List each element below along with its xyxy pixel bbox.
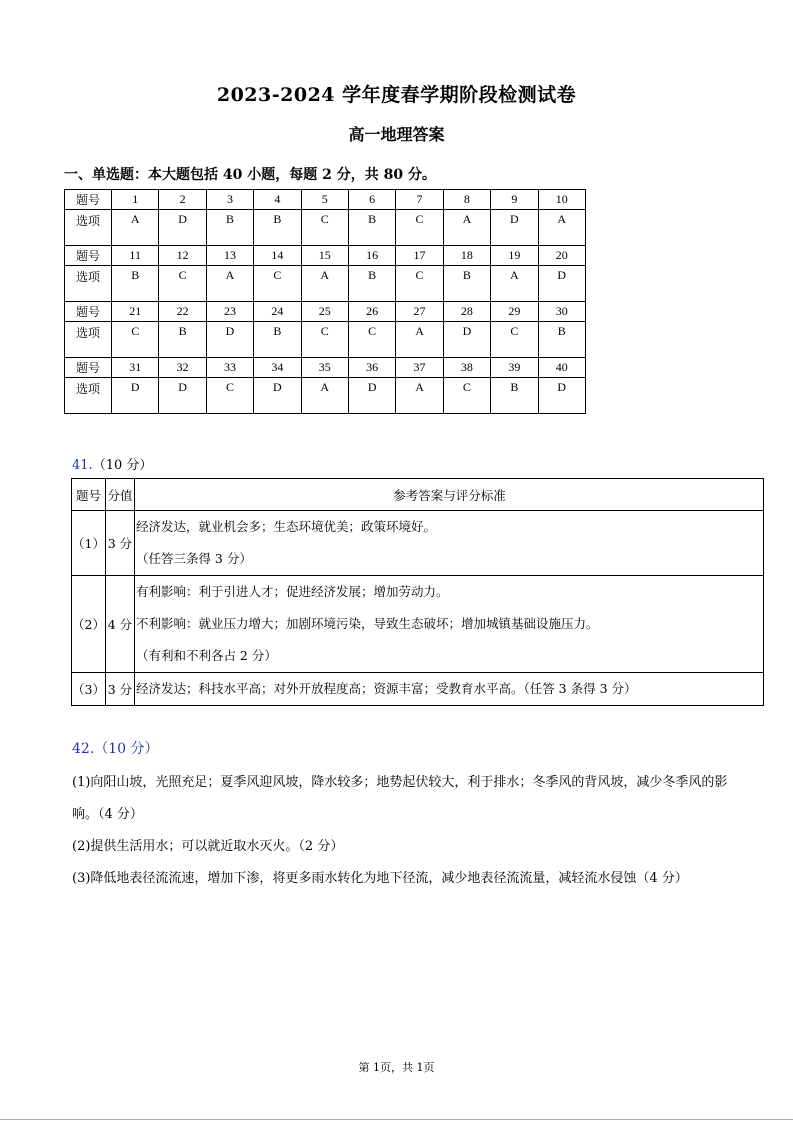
answer-row bbox=[65, 322, 586, 358]
question-number-cell: 36 bbox=[348, 358, 395, 378]
question-number-cell: 17 bbox=[396, 246, 443, 266]
row-label-question-no: 题号 bbox=[65, 190, 112, 210]
sub-question-score: 3 分 bbox=[105, 673, 134, 706]
question-41-heading bbox=[72, 454, 152, 473]
question-number-cell: 14 bbox=[254, 246, 301, 266]
answer-line: （有利和不利各占 2 分） bbox=[135, 648, 277, 663]
sub-question-no: （2） bbox=[72, 576, 106, 673]
question-41-points: （10 分） bbox=[92, 458, 153, 473]
question-number-cell: 8 bbox=[443, 190, 490, 210]
answer-cell: A bbox=[443, 210, 490, 246]
answer-cell: C bbox=[443, 378, 490, 414]
question-number-cell: 7 bbox=[396, 190, 443, 210]
answer-cell: B bbox=[254, 322, 301, 358]
question-number-cell: 22 bbox=[159, 302, 206, 322]
answer-paragraph: (3)降低地表径流流速，增加下渗，将更多雨水转化为地下径流，减少地表径流流量，减轻流水侵蚀（4 分） bbox=[72, 871, 688, 886]
scoring-row bbox=[72, 511, 764, 576]
sub-question-answer bbox=[134, 511, 763, 576]
answer-cell: A bbox=[301, 378, 348, 414]
answer-cell: D bbox=[538, 378, 585, 414]
page-footer: 第 1页，共 1页 bbox=[358, 1061, 435, 1074]
answer-row bbox=[65, 210, 586, 246]
page-subtitle: 高一地理答案 bbox=[348, 125, 445, 144]
row-label-answer: 选项 bbox=[65, 266, 112, 302]
answer-row bbox=[65, 378, 586, 414]
question-number-cell: 11 bbox=[112, 246, 159, 266]
question-number-cell: 15 bbox=[301, 246, 348, 266]
answer-cell: C bbox=[159, 266, 206, 302]
answer-cell: C bbox=[491, 322, 538, 358]
row-label-answer: 选项 bbox=[65, 210, 112, 246]
sub-question-score: 4 分 bbox=[105, 576, 134, 673]
question-number-cell: 1 bbox=[112, 190, 159, 210]
answer-cell: B bbox=[491, 378, 538, 414]
sub-question-no: （1） bbox=[72, 511, 106, 576]
page-title: 2023-2024 学年度春学期阶段检测试卷 bbox=[216, 84, 577, 106]
row-label-question-no: 题号 bbox=[65, 358, 112, 378]
scoring-table-header bbox=[72, 479, 764, 511]
sub-question-score: 3 分 bbox=[105, 511, 134, 576]
sub-question-answer bbox=[134, 673, 763, 706]
question-number-cell: 30 bbox=[538, 302, 585, 322]
answer-cell: A bbox=[538, 210, 585, 246]
question-number-cell: 39 bbox=[491, 358, 538, 378]
answer-line: 有利影响：利于引进人才；促进经济发展；增加劳动力。 bbox=[135, 584, 449, 599]
row-label-answer: 选项 bbox=[65, 322, 112, 358]
question-number-cell: 12 bbox=[159, 246, 206, 266]
question-number-cell: 29 bbox=[491, 302, 538, 322]
answer-cell: C bbox=[396, 210, 443, 246]
answer-cell: C bbox=[348, 322, 395, 358]
question-number-cell: 9 bbox=[491, 190, 538, 210]
answer-cell: B bbox=[538, 322, 585, 358]
question-number-cell: 24 bbox=[254, 302, 301, 322]
question-number-cell: 4 bbox=[254, 190, 301, 210]
question-42-heading: 42.（10 分） bbox=[72, 741, 159, 757]
question-number-row bbox=[65, 246, 586, 266]
answer-paragraph: (2)提供生活用水；可以就近取水灭火。（2 分） bbox=[72, 839, 344, 854]
header-score: 分值 bbox=[105, 479, 134, 511]
question-number-cell: 34 bbox=[254, 358, 301, 378]
question-number-row bbox=[65, 190, 586, 210]
answer-cell: D bbox=[206, 322, 253, 358]
header-content: 参考答案与评分标准 bbox=[134, 479, 763, 511]
question-number-cell: 31 bbox=[112, 358, 159, 378]
answer-cell: B bbox=[159, 322, 206, 358]
answer-cell: B bbox=[112, 266, 159, 302]
question-number-cell: 6 bbox=[348, 190, 395, 210]
answer-cell: C bbox=[206, 378, 253, 414]
answer-cell: B bbox=[443, 266, 490, 302]
answer-key-table bbox=[64, 189, 586, 414]
question-number-cell: 2 bbox=[159, 190, 206, 210]
answer-cell: D bbox=[443, 322, 490, 358]
row-label-question-no: 题号 bbox=[65, 302, 112, 322]
question-41-number: 41. bbox=[72, 458, 93, 473]
answer-cell: D bbox=[348, 378, 395, 414]
sub-question-no: （3） bbox=[72, 673, 106, 706]
answer-cell: D bbox=[159, 378, 206, 414]
answer-cell: B bbox=[348, 266, 395, 302]
sub-question-answer bbox=[134, 576, 763, 673]
question-number-cell: 25 bbox=[301, 302, 348, 322]
answer-cell: A bbox=[396, 322, 443, 358]
question-number-cell: 19 bbox=[491, 246, 538, 266]
question-number-row bbox=[65, 358, 586, 378]
answer-paragraph: (1)向阳山坡，光照充足；夏季风迎风坡，降水较多；地势起伏较大，利于排水；冬季风的背风坡，减少冬季风的影响。（4 分） bbox=[72, 775, 728, 822]
question-number-cell: 18 bbox=[443, 246, 490, 266]
question-number-cell: 28 bbox=[443, 302, 490, 322]
scoring-row bbox=[72, 576, 764, 673]
question-number-cell: 20 bbox=[538, 246, 585, 266]
question-number-cell: 38 bbox=[443, 358, 490, 378]
answer-cell: B bbox=[348, 210, 395, 246]
answer-cell: A bbox=[491, 266, 538, 302]
scoring-row bbox=[72, 673, 764, 706]
question-number-cell: 13 bbox=[206, 246, 253, 266]
answer-cell: D bbox=[254, 378, 301, 414]
answer-cell: C bbox=[396, 266, 443, 302]
question-number-cell: 32 bbox=[159, 358, 206, 378]
answer-cell: C bbox=[112, 322, 159, 358]
answer-row bbox=[65, 266, 586, 302]
answer-line: 不利影响：就业压力增大；加剧环境污染，导致生态破坏；增加城镇基础设施压力。 bbox=[135, 616, 599, 631]
answer-cell: D bbox=[112, 378, 159, 414]
question-number-cell: 40 bbox=[538, 358, 585, 378]
question-number-cell: 16 bbox=[348, 246, 395, 266]
question-number-cell: 21 bbox=[112, 302, 159, 322]
question-number-cell: 35 bbox=[301, 358, 348, 378]
answer-cell: A bbox=[396, 378, 443, 414]
question-number-cell: 33 bbox=[206, 358, 253, 378]
question-number-cell: 3 bbox=[206, 190, 253, 210]
question-number-cell: 23 bbox=[206, 302, 253, 322]
answer-cell: A bbox=[301, 266, 348, 302]
answer-cell: D bbox=[538, 266, 585, 302]
question-number-cell: 26 bbox=[348, 302, 395, 322]
question-number-cell: 10 bbox=[538, 190, 585, 210]
header-question-no: 题号 bbox=[72, 479, 106, 511]
row-label-answer: 选项 bbox=[65, 378, 112, 414]
answer-cell: D bbox=[159, 210, 206, 246]
answer-line: 经济发达，就业机会多；生态环境优美；政策环境好。 bbox=[135, 519, 436, 534]
answer-cell: A bbox=[112, 210, 159, 246]
section-heading-single-choice: 一、单选题：本大题包括 40 小题，每题 2 分，共 80 分。 bbox=[64, 167, 436, 183]
answer-cell: D bbox=[491, 210, 538, 246]
question-41-scoring-table bbox=[71, 478, 764, 706]
answer-line: 经济发达；科技水平高；对外开放程度高；资源丰富；受教育水平高。（任答 3 条得 3 分） bbox=[135, 681, 637, 696]
question-number-row bbox=[65, 302, 586, 322]
answer-cell: C bbox=[301, 210, 348, 246]
row-label-question-no: 题号 bbox=[65, 246, 112, 266]
question-number-cell: 37 bbox=[396, 358, 443, 378]
answer-cell: B bbox=[254, 210, 301, 246]
answer-line: （任答三条得 3 分） bbox=[135, 551, 252, 566]
answer-cell: C bbox=[301, 322, 348, 358]
answer-cell: C bbox=[254, 266, 301, 302]
question-number-cell: 5 bbox=[301, 190, 348, 210]
page-bottom-rule bbox=[0, 1119, 793, 1120]
question-42-answers bbox=[72, 767, 732, 895]
question-number-cell: 27 bbox=[396, 302, 443, 322]
answer-cell: B bbox=[206, 210, 253, 246]
answer-cell: A bbox=[206, 266, 253, 302]
